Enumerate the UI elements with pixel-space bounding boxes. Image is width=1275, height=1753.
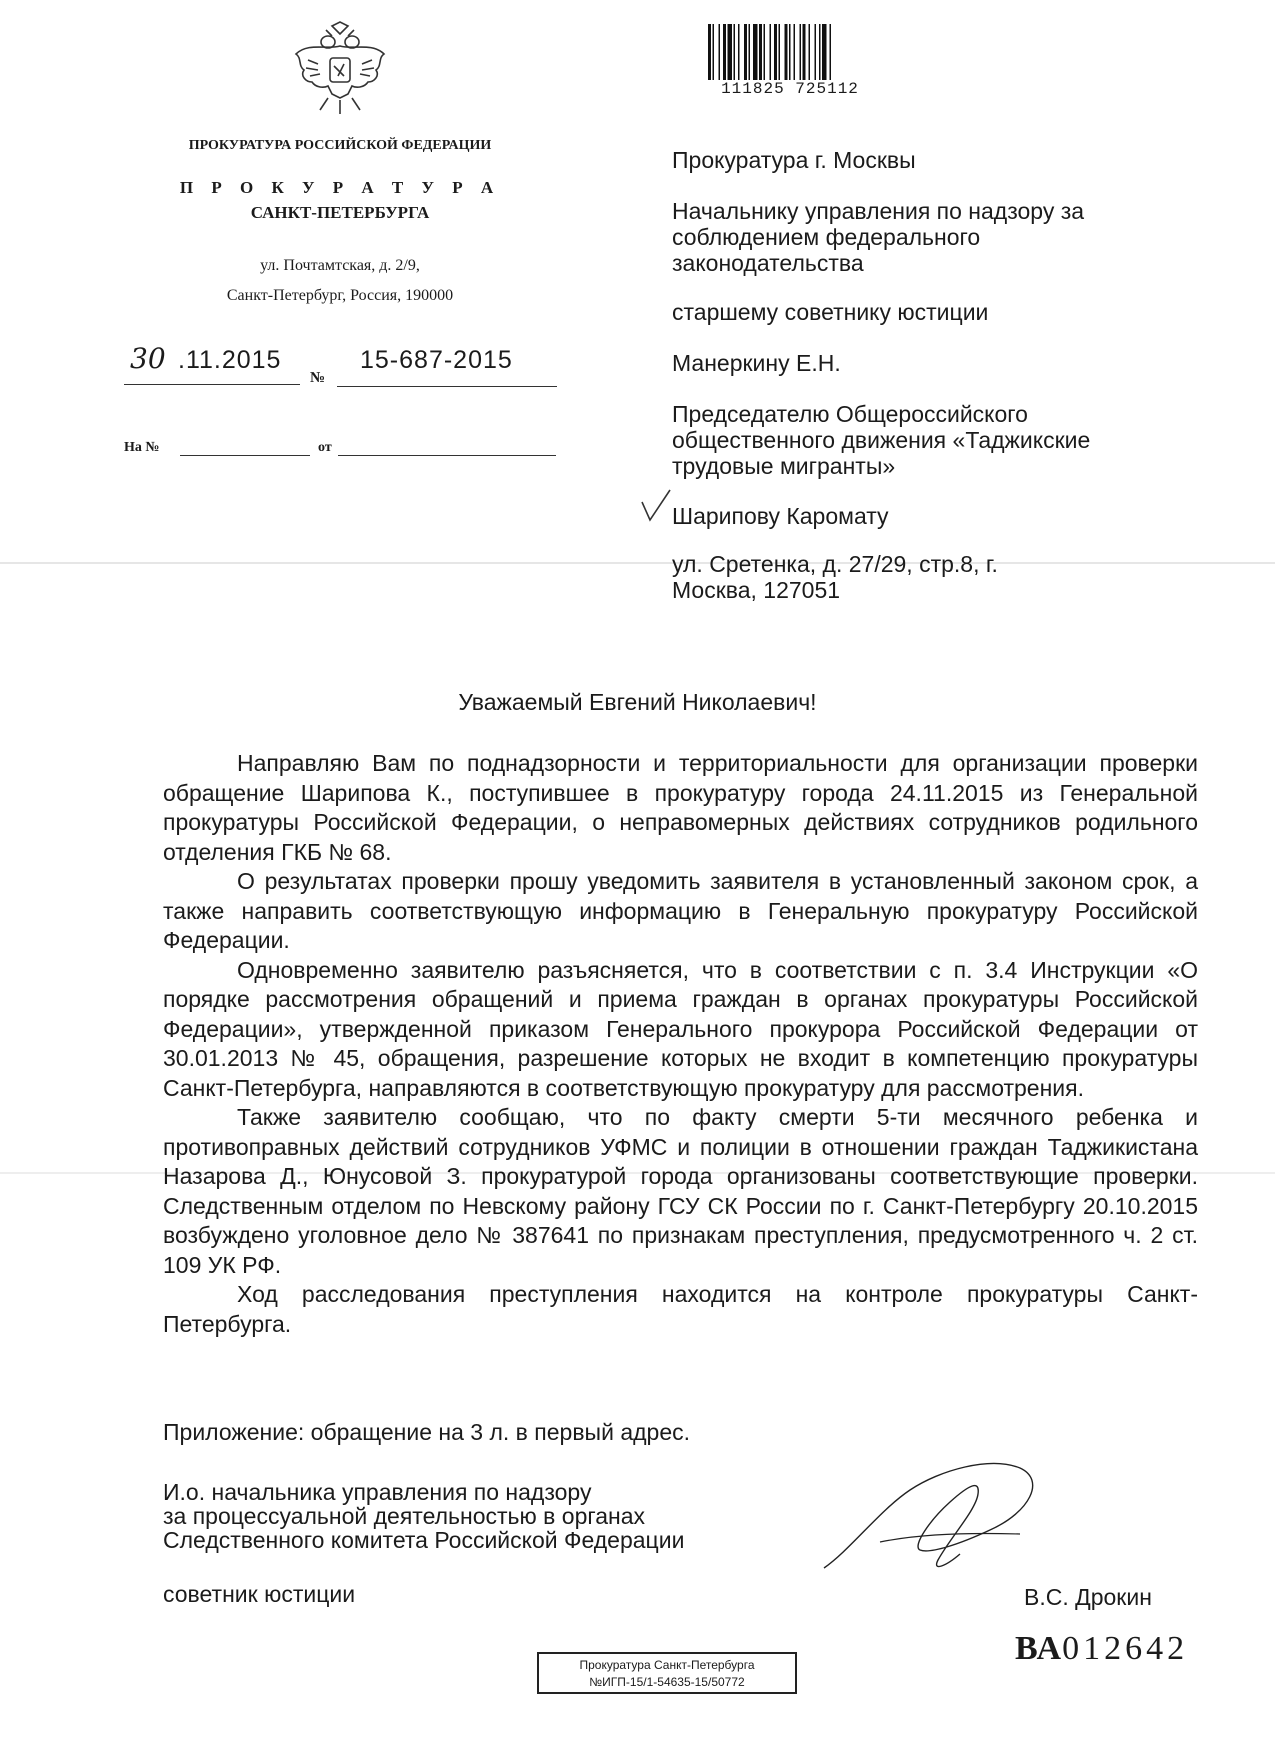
barcode-bar: [800, 24, 802, 80]
body-paragraph-3: Одновременно заявителю разъясняется, что в соответствии с п. 3.4 Инструкции «О порядке рассмотрения обращений и приема граждан в органах прокуратуры Российской Федерации», утвержденной приказом Генерального прокурора Российской Федерации от 30.01.2013 № 45, обращения, разрешение которых не входит в компетенцию прокуратуры Санкт-Петербурга, направляются в соответствующую прокуратуру для рассмотрения.: [163, 956, 1198, 1101]
recipient-line-3: старшему советнику юстиции: [672, 299, 989, 325]
barcode-bar: [738, 24, 740, 80]
barcode-bar: [759, 24, 762, 80]
stamp-line-2: №ИГП-15/1-54635-15/50772: [589, 1675, 745, 1689]
reg-number: 15-687-2015: [360, 346, 513, 374]
reference-from-label: от: [318, 440, 332, 455]
barcode-number: 111825 725112: [721, 80, 859, 98]
sender-address-line-2: Санкт-Петербург, Россия, 190000: [226, 287, 454, 304]
signatory-position-line-3: Следственного комитета Российской Федерации: [163, 1527, 685, 1553]
barcode-bar: [728, 24, 733, 80]
date-underline: [124, 384, 300, 385]
sender-address-line-1: ул. Почтамтская, д. 2/9,: [260, 257, 420, 274]
barcode-bar: [803, 24, 806, 80]
barcode-bar: [819, 24, 821, 80]
reg-date: .11.2015: [178, 346, 282, 374]
registration-stamp: [537, 1652, 797, 1694]
org-name-line-1: П Р О К У Р А Т У Р А: [179, 178, 501, 197]
barcode-bar: [779, 24, 781, 80]
reg-number-sign: №: [310, 370, 326, 386]
barcode-bar: [734, 24, 736, 80]
coat-of-arms-icon: [288, 20, 392, 120]
recipient-line-1: Прокуратура г. Москвы: [672, 147, 916, 173]
number-underline: [337, 386, 557, 387]
barcode-bar: [719, 24, 721, 80]
barcode-bar: [785, 24, 788, 80]
letter-body: [163, 749, 1198, 1339]
signatory-position-line-2: за процессуальной деятельностью в органах: [163, 1503, 646, 1529]
appendix-note: Приложение: обращение на 3 л. в первый адрес.: [163, 1419, 691, 1445]
body-paragraph-1: Направляю Вам по поднадзорности и территориальности для организации проверки обращение Шарипова К., поступившее в прокуратуру города 24.11.2015 из Генеральной прокуратуры Российской Федерации, о неправомерных действиях сотрудников родильного отделения ГКБ № 68.: [163, 750, 1198, 865]
barcode-bar: [753, 24, 758, 80]
barcode-bar: [770, 24, 772, 80]
handwritten-signature: [820, 1450, 1050, 1580]
recipient-line-7: ул. Сретенка, д. 27/29, стр.8, г. Москва, 127051: [672, 551, 998, 603]
barcode-bar: [744, 24, 747, 80]
signatory-position-line-1: И.о. начальника управления по надзору: [163, 1479, 592, 1505]
barcode-bar: [708, 24, 711, 80]
barcode-bar: [789, 24, 791, 80]
barcode-bar: [794, 24, 796, 80]
paper-fold-line: [0, 562, 1275, 564]
checkmark-icon: [640, 488, 674, 524]
form-serial-number: [1015, 1630, 1188, 1668]
recipient-line-2: Начальнику управления по надзору за соблюдением федерального законодательства: [672, 198, 1085, 276]
barcode-bar: [723, 24, 726, 80]
barcode-bar: [815, 24, 817, 80]
salutation: Уважаемый Евгений Николаевич!: [458, 689, 817, 715]
barcode: [706, 24, 874, 104]
barcode-bar: [774, 24, 777, 80]
reference-date-line: [338, 455, 556, 456]
barcode-bar: [764, 24, 766, 80]
reference-number-line: [180, 455, 310, 456]
reg-day-handwritten: 30: [130, 342, 166, 375]
barcode-bars: [706, 24, 874, 80]
signatory-rank: советник юстиции: [163, 1581, 356, 1607]
stamp-line-1: Прокуратура Санкт-Петербурга: [579, 1658, 755, 1672]
signatory-name: В.С. Дрокин: [1024, 1584, 1152, 1610]
body-paragraph-5: Ход расследования преступления находится на контроле прокуратуры Санкт-Петербурга.: [163, 1281, 1198, 1337]
reference-label: На №: [124, 440, 160, 455]
serial-prefix: ВА: [1015, 1630, 1063, 1667]
barcode-bar: [830, 24, 832, 80]
recipient-line-5: Председателю Общероссийского общественного движения «Таджикские трудовые мигранты»: [672, 401, 1091, 479]
recipient-line-4: Манеркину Е.Н.: [672, 350, 841, 376]
barcode-bar: [822, 24, 827, 80]
org-name-line-2: САНКТ-ПЕТЕРБУРГА: [250, 203, 430, 222]
barcode-bar: [749, 24, 751, 80]
body-paragraph-2: О результатах проверки прошу уведомить заявителя в установленный законом срок, а также направить соответствующую информацию в Генеральную прокуратуру Российской Федерации.: [163, 868, 1198, 953]
barcode-bar: [809, 24, 811, 80]
barcode-bar: [713, 24, 715, 80]
serial-number: 012642: [1062, 1630, 1189, 1667]
signatory-position: [163, 1480, 684, 1552]
org-parent: ПРОКУРАТУРА РОССИЙСКОЙ ФЕДЕРАЦИИ: [188, 138, 492, 153]
body-paragraph-4: Также заявителю сообщаю, что по факту смерти 5-ти месячного ребенка и противоправных действий сотрудников УФМС и полиции в отношении граждан Таджикистана Назарова Д., Юнусовой З. прокуратурой города организованы соответствующие проверки. Следственным отделом по Невскому району ГСУ СК России по г. Санкт-Петербургу 20.10.2015 возбуждено уголовное дело № 387641 по признакам преступления, предусмотренного ч. 2 ст. 109 УК РФ.: [163, 1104, 1198, 1278]
recipient-line-6: Шарипову Каромату: [672, 503, 889, 529]
